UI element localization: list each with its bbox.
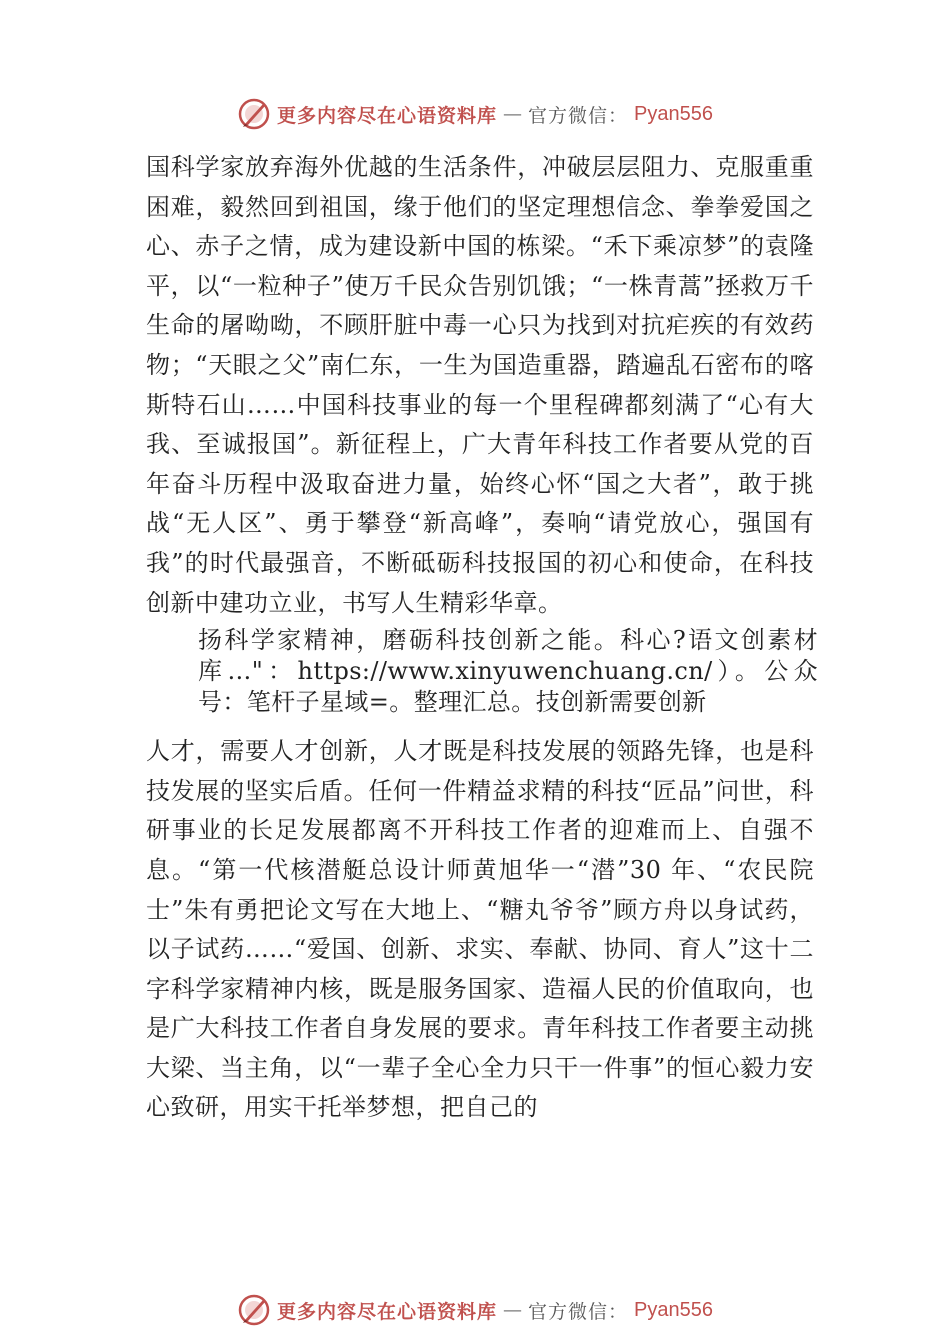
- banner-separator: —: [503, 1299, 523, 1321]
- quill-pen-logo-icon: [237, 1293, 271, 1327]
- paragraph-1: 国科学家放弃海外优越的生活条件，冲破层层阻力、克服重重困难，毅然回到祖国，缘于他们的坚定理想信念、拳拳爱国之心、赤子之情，成为建设新中国的栋梁。“禾下乘凉梦”的袁隆平，以“一粒种子”使万千民众告别饥饿；“一株青蒿”拯救万千生命的屠呦呦，不顾肝脏中毒一心只为找到对抗疟疾的有效药物；“天眼之父”南仁东，一生为国造重器，踏遍乱石密布的喀斯特石山……中国科技事业的每一个里程碑都刻满了“心有大我、至诚报国”。新征程上，广大青年科技工作者要从党的百年奋斗历程中汲取奋进力量，始终心怀“国之大者”，敢于挑战“无人区”、勇于攀登“新高峰”，奏响“请党放心，强国有我”的时代最强音，不断砥砺科技报国的初心和使命，在科技创新中建功立业，书写人生精彩华章。: [146, 153, 814, 617]
- document-body: [146, 148, 818, 1128]
- quoted-source-block: 扬科学家精神，磨砺科技创新之能。科心?语文创素材库…"：https://www.xinyuwenchuang.cn/）。公众号：笔杆子星域=。整理汇总。技创新需要创新: [198, 626, 818, 717]
- banner-account-label: 官方微信：: [528, 104, 629, 127]
- footer-banner: [0, 1290, 950, 1330]
- banner-account-id: Pyan556: [634, 102, 713, 125]
- banner-brand-text: 更多内容尽在心语资料库: [277, 104, 498, 127]
- banner-separator: —: [503, 103, 523, 125]
- banner-brand-text: 更多内容尽在心语资料库: [277, 1300, 498, 1323]
- header-banner: [0, 94, 950, 134]
- banner-account-id: Pyan556: [634, 1298, 713, 1321]
- paragraph-2: 人才，需要人才创新，人才既是科技发展的领路先锋，也是科技发展的坚实后盾。任何一件精益求精的科技“匠品”问世，科研事业的长足发展都离不开科技工作者的迎难而上、自强不息。“第一代核潜艇总设计师黄旭华一“潜”30 年、“农民院士”朱有勇把论文写在大地上、“糖丸爷爷”顾方舟以身试药，以子试药……“爱国、创新、求实、奉献、协同、育人”这十二字科学家精神内核，既是服务国家、造福人民的价值取向，也是广大科技工作者自身发展的要求。青年科技工作者要主动挑大梁、当主角，以“一辈子全心全力只干一件事”的恒心毅力安心致研，用实干托举梦想，把自己的: [146, 737, 814, 1122]
- banner-account-label: 官方微信：: [528, 1300, 629, 1323]
- quill-pen-logo-icon: [237, 97, 271, 131]
